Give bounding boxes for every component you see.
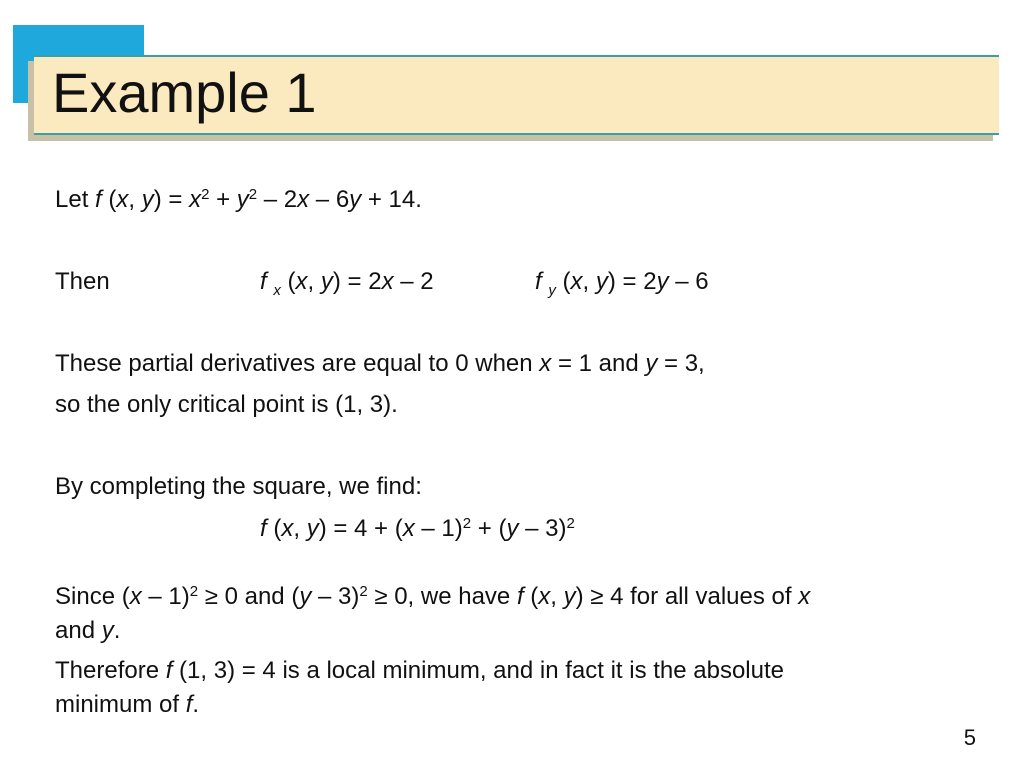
text-segment: = 1 and (551, 350, 646, 377)
text-segment: ) = 2 (607, 268, 657, 295)
var-x: x (281, 515, 294, 542)
text-segment: – 2 (393, 268, 434, 295)
var-f: f (95, 186, 102, 213)
var-y: y (595, 268, 608, 295)
subscript-y: y (548, 282, 556, 299)
text-segment: , (307, 268, 321, 295)
text-segment: , (550, 583, 564, 610)
text-segment: ≥ 0, we have (367, 583, 517, 610)
text-segment: Then (55, 268, 110, 295)
text-segment: , (128, 186, 142, 213)
text-segment: – 2 (257, 186, 298, 213)
slide-title: Example 1 (52, 61, 317, 124)
var-f: f (260, 515, 267, 542)
var-x: x (297, 186, 310, 213)
text-segment: – 6 (668, 268, 709, 295)
var-x: x (295, 268, 308, 295)
text-segment: – 1) (414, 515, 463, 542)
var-x: x (538, 583, 551, 610)
exponent: 2 (462, 515, 472, 532)
text-segment: , (582, 268, 596, 295)
exponent: 2 (566, 515, 575, 532)
var-y: y (563, 583, 576, 610)
text-segment: These partial derivatives are equal to 0 when (55, 350, 540, 377)
var-y: y (320, 268, 333, 295)
critical-point-line (55, 390, 398, 420)
text-segment: – 3) (518, 515, 567, 542)
var-f: f (185, 691, 193, 718)
text-segment: ≥ 0 and ( (198, 583, 300, 610)
var-x: x (116, 186, 129, 213)
text-segment: and (55, 617, 102, 644)
text-segment: ) ≥ 4 for all values of (575, 583, 799, 610)
var-y: y (306, 515, 319, 542)
conclusion-line-continued (55, 690, 199, 720)
var-y: y (349, 186, 362, 213)
exponent: 2 (248, 186, 258, 203)
var-y: y (141, 186, 154, 213)
text-segment: ( (280, 268, 296, 295)
inequality-line (55, 582, 810, 612)
var-x: x (798, 583, 811, 610)
text-segment: ( (523, 583, 539, 610)
var-f: f (535, 268, 542, 295)
text-segment: ) = (153, 186, 190, 213)
var-f: f (516, 583, 524, 610)
text-segment: minimum of (55, 691, 186, 718)
then-label (55, 267, 110, 297)
text-segment: , (293, 515, 307, 542)
var-f: f (165, 657, 173, 684)
var-x: x (570, 268, 583, 295)
text-segment: . (192, 691, 200, 718)
exponent: 2 (359, 583, 368, 600)
text-segment: Therefore (55, 657, 166, 684)
var-y: y (101, 617, 114, 644)
var-x: x (381, 268, 394, 295)
text-segment: (1, 3) = 4 is a local minimum, and in fact it is the absolute (172, 657, 785, 684)
text-segment: + ( (471, 515, 507, 542)
text-segment: Let (55, 186, 96, 213)
var-y: y (236, 186, 249, 213)
completing-square-line (55, 472, 422, 502)
var-y: y (506, 515, 519, 542)
inequality-line-continued (55, 616, 120, 646)
text-segment: . (113, 617, 121, 644)
text-segment: ( (101, 186, 117, 213)
completed-square-formula (260, 514, 575, 544)
text-segment: + (209, 186, 237, 213)
text-segment: ( (266, 515, 282, 542)
var-x: x (402, 515, 415, 542)
text-segment: = 3, (657, 350, 705, 377)
exponent: 2 (201, 186, 210, 203)
exponent: 2 (189, 583, 199, 600)
var-x: x (539, 350, 552, 377)
var-f: f (260, 268, 267, 295)
text-segment: ) = 2 (332, 268, 382, 295)
text-segment: ) = 4 + ( (318, 515, 403, 542)
conclusion-line (55, 656, 784, 686)
zero-derivatives-line (55, 349, 705, 379)
text-segment: – 1) (141, 583, 190, 610)
var-y: y (645, 350, 658, 377)
text-segment: ( (555, 268, 571, 295)
text-segment: – 3) (311, 583, 360, 610)
text-segment: so the only critical point is (1, 3). (55, 391, 398, 418)
var-x: x (189, 186, 202, 213)
partial-fy-line (535, 267, 709, 297)
text-segment: By completing the square, we find: (55, 473, 422, 500)
text-segment: + 14. (361, 186, 422, 213)
var-y: y (656, 268, 669, 295)
subscript-x: x (273, 282, 281, 299)
var-x: x (129, 583, 142, 610)
var-y: y (299, 583, 312, 610)
partial-fx-line (260, 267, 434, 297)
text-segment: Since ( (55, 583, 130, 610)
function-definition-line (55, 185, 422, 215)
page-number: 5 (963, 725, 976, 750)
text-segment: – 6 (309, 186, 350, 213)
